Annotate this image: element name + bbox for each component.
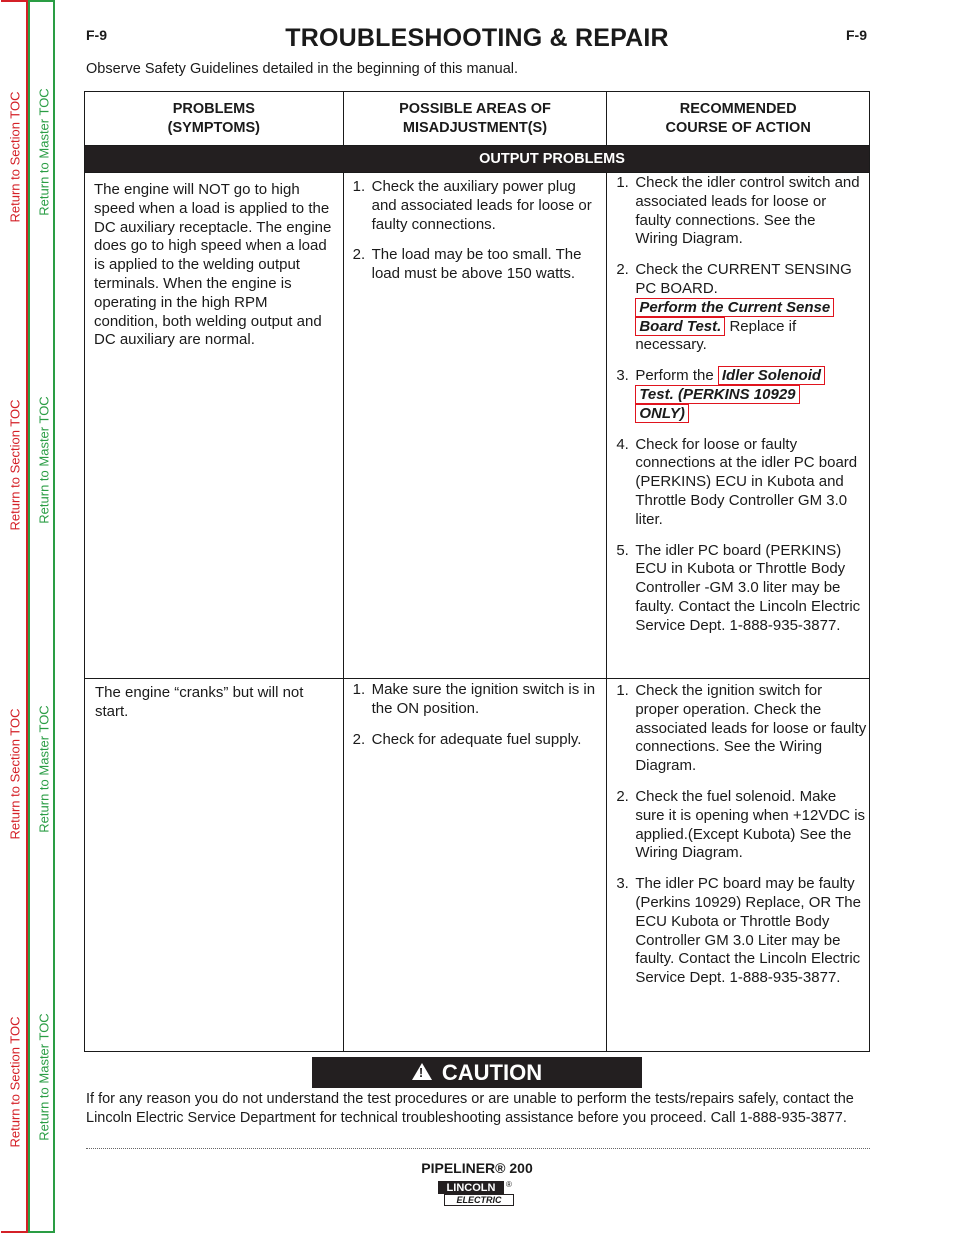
return-to-section-toc-link-3[interactable]: Return to Section TOC [7, 708, 22, 840]
return-to-section-toc-link-4[interactable]: Return to Section TOC [7, 1016, 22, 1148]
caution-banner [312, 1057, 642, 1088]
problem-text: The engine “cranks” but will not start. [95, 684, 304, 720]
list-item: 2. Check the CURRENT SENSING PC BOARD. Perform the Current Sense Board Test. Replace if necessary. [616, 261, 852, 354]
page-title: TROUBLESHOOTING & REPAIR [285, 24, 669, 52]
table-row [85, 679, 870, 1052]
actions-cell [607, 679, 870, 1052]
problem-cell [85, 679, 344, 1052]
list-item: 1. Check the idler control switch and associated leads for loose or faulty connections. See the Wiring Diagram. [616, 174, 860, 248]
areas-cell [343, 679, 607, 1052]
section-band-row [85, 146, 870, 173]
return-to-master-toc-link-2[interactable]: Return to Master TOC [36, 396, 51, 524]
list-item: 2. Check for adequate fuel supply. [352, 730, 582, 748]
safety-note: Observe Safety Guidelines detailed in the beginning of this manual. [86, 61, 519, 77]
page-id-left: F-9 [86, 27, 107, 43]
list-item: 1. Check the auxiliary power plug and associated leads for loose or faulty connections. [352, 178, 592, 233]
return-to-master-toc-link-3[interactable]: Return to Master TOC [36, 705, 51, 833]
table-header-row [85, 92, 870, 146]
master-toc-bar [28, 0, 55, 1233]
current-sense-test-link[interactable]: Perform the Current Sense [635, 298, 834, 317]
return-to-section-toc-link-1[interactable]: Return to Section TOC [7, 91, 22, 223]
list-item: 1. Check the ignition switch for proper operation. Check the associated leads for loose or faulty connections. See the Wiring Diagram. [616, 682, 867, 775]
lincoln-electric-logo: LINCOLN ELECTRIC ® [436, 1180, 514, 1207]
current-sense-test-link-cont[interactable]: Board Test. [635, 317, 725, 336]
idler-solenoid-test-link-end[interactable]: ONLY) [635, 404, 689, 423]
caution-text: If for any reason you do not understand the test procedures or are unable to perform the tests/repairs safely, contact the Lincoln Electric Service Department for technical troubleshooting assistance before you proceed. Call 1-888-935-3877. [86, 1091, 854, 1126]
caution-label: CAUTION [441, 1059, 543, 1085]
problem-text: The engine will NOT go to high speed when a load is applied to the DC auxiliary receptacle. The engine does go to high speed when a load is applied to the welding output terminals. When the engine is operating in the high RPM condition, both welding output and DC auxiliary are normal. [94, 181, 332, 349]
actions-cell [607, 173, 870, 679]
list-item: 3. The idler PC board may be faulty (Perkins 10929) Replace, OR The ECU Kubota or Throttle Body Controller GM 3.0 Liter may be faulty. Contact the Lincoln Electric Service Dept. 1-888-935-3877. [616, 875, 861, 987]
footer-divider [86, 1148, 870, 1149]
areas-cell [343, 173, 607, 679]
return-to-master-toc-link-1[interactable]: Return to Master TOC [36, 88, 51, 216]
product-name: PIPELINER® 200 [421, 1160, 533, 1176]
section-toc-bar [1, 0, 28, 1233]
header-recommended-action: RECOMMENDED COURSE OF ACTION [607, 92, 870, 146]
return-to-section-toc-link-2[interactable]: Return to Section TOC [7, 399, 22, 531]
list-item: 2. The load may be too small. The load must be above 150 watts. [352, 246, 582, 283]
output-problems-band: OUTPUT PROBLEMS [85, 146, 870, 173]
list-item: 1. Make sure the ignition switch is in the ON position. [352, 681, 596, 717]
header-problems: PROBLEMS (SYMPTOMS) [85, 92, 344, 146]
list-item: 5. The idler PC board (PERKINS) ECU in Kubota or Throttle Body Controller -GM 3.0 liter may be faulty. Contact the Lincoln Electric Service Dept. 1-888-935-3877. [616, 541, 861, 634]
list-item: 2. Check the fuel solenoid. Make sure it is opening when +12VDC is applied.(Except Kubota) See the Wiring Diagram. [616, 787, 866, 862]
list-item: 4. Check for loose or faulty connections at the idler PC board (PERKINS) ECU in Kubota and Throttle Body Controller GM 3.0 liter. [616, 435, 858, 528]
page-id-right: F-9 [846, 27, 867, 43]
warning-triangle-icon [412, 1063, 432, 1080]
problem-cell [85, 173, 344, 679]
list-item: 3. Perform the Idler Solenoid Test. (PERKINS 10929 ONLY) [616, 367, 861, 423]
table-row [85, 173, 870, 679]
idler-solenoid-test-link-cont[interactable]: Test. (PERKINS 10929 [635, 385, 799, 404]
return-to-master-toc-link-4[interactable]: Return to Master TOC [36, 1013, 51, 1141]
idler-solenoid-test-link[interactable]: Idler Solenoid [718, 366, 825, 385]
troubleshooting-table [84, 91, 870, 1052]
header-possible-areas: POSSIBLE AREAS OF MISADJUSTMENT(S) [343, 92, 607, 146]
